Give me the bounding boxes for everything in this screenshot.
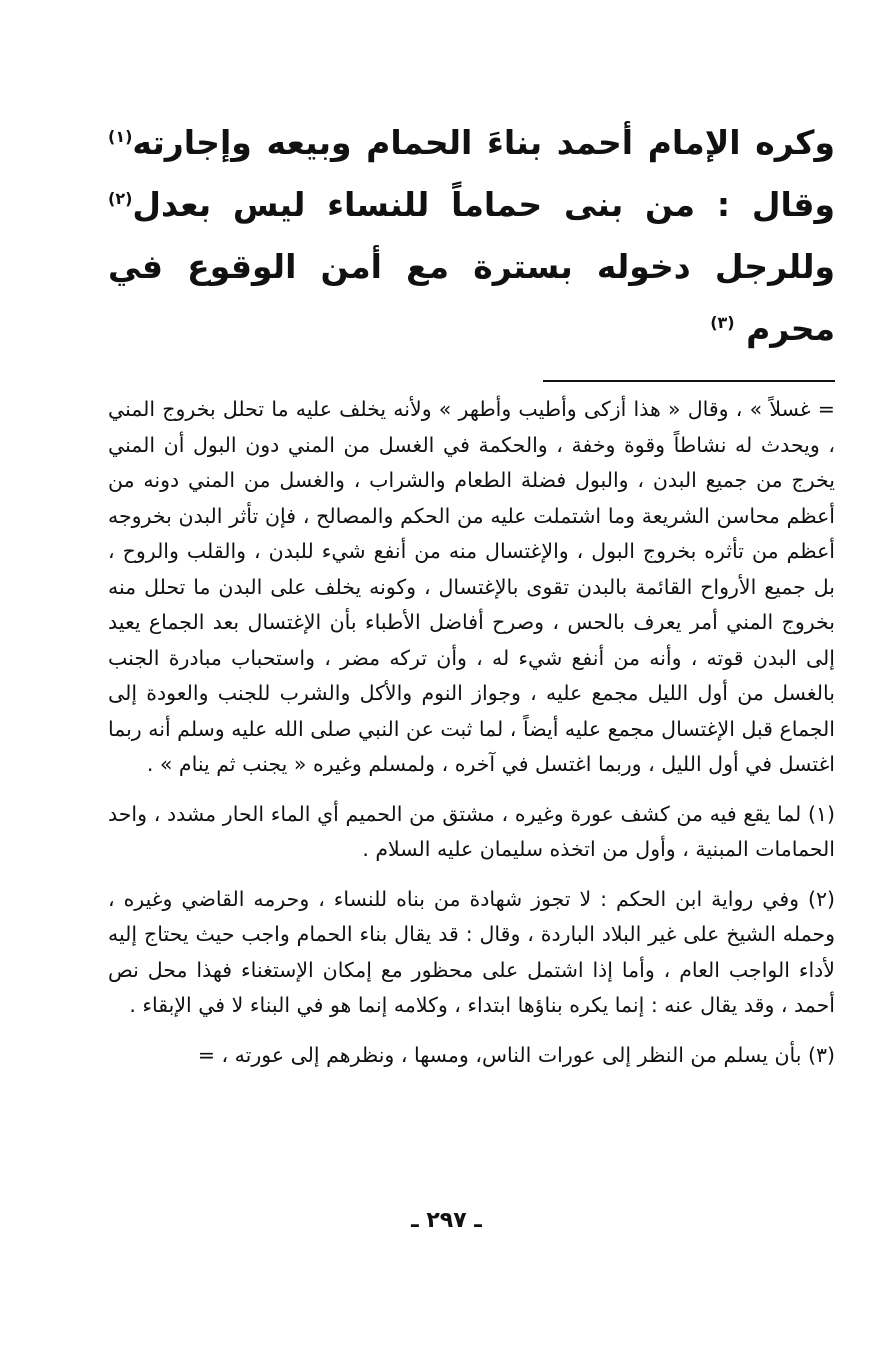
main-text-part-1: وكره الإمام أحمد بناءَ الحمام وبيعه وإجارته xyxy=(132,123,835,162)
footnote-3 xyxy=(108,1038,835,1074)
footnote-reference-2[interactable]: (٢) xyxy=(108,189,133,208)
footnote-text-2: وفي رواية ابن الحكم : لا تجوز شهادة من بناه للنساء ، وحرمه القاضي وغيره ، وحمله الشيخ على غير البلاد الباردة ، وقال : قد يقال بناء الحمام واجب حيث يحتاج إليه لأداء الواجب العام ، وأما إذا اشتمل على محظور مع إمكان الإستغناء فهذا محل نص أحمد ، وقد يقال عنه : إنما يكره بناؤها ابتداء ، وكلامه إنما هو في البناء لا في الإبقاء . xyxy=(108,886,835,1017)
footnote-marker-3: (٣) xyxy=(807,1042,835,1067)
main-text-part-2: وقال : من بنى حماماً للنساء ليس بعدل xyxy=(132,185,835,224)
main-paragraph xyxy=(108,112,835,360)
footnote-marker-2: (٢) xyxy=(807,886,835,911)
footnote-text-1: لما يقع فيه من كشف عورة وغيره ، مشتق من الحميم أي الماء الحار مشدد ، واحد الحمامات المبنية ، وأول من اتخذه سليمان عليه السلام . xyxy=(108,801,835,861)
main-text-part-3: وللرجل دخوله بسترة مع أمن الوقوع في محرم xyxy=(108,247,835,348)
footnote-marker-1: (١) xyxy=(807,801,835,826)
continued-footnote: = غسلاً » ، وقال « هذا أزكى وأطيب وأطهر » ولأنه يخلف عليه ما تحلل بخروج المني ، ويحدث له نشاطاً وقوة وخفة ، والحكمة في الغسل من المني دون البول أن المني يخرج من جميع البدن ، والبول فضلة الطعام والشراب ، والغسل من المني دونه من أعظم محاسن الشريعة وما اشتملت عليه من الحكم والمصالح ، فإن تأثر البدن بخروجه أعظم من تأثره بخروج البول ، والإغتسال منه من أنفع شيء للبدن ، والقلب والروح ، بل جميع الأرواح القائمة بالبدن تقوى بالإغتسال ، وكونه يخلف على البدن ما تحلل منه بخروج المني أمر يعرف بالحس ، وصرح أفاضل الأطباء بأن الإغتسال بعد الجماع يعيد إلى البدن قوته ، وأنه من أنفع شيء له ، وأن تركه مضر ، واستحباب مبادرة الجنب بالغسل من أول الليل مجمع عليه ، وجواز النوم والأكل والشرب للجنب والعودة إلى الجماع قبل الإغتسال مجمع عليه أيضاً ، لما ثبت عن النبي صلى الله عليه وسلم أنه ربما اغتسل في أول الليل ، وربما اغتسل في آخره ، ولمسلم وغيره « يجنب ثم ينام » . xyxy=(108,397,835,776)
footnote-reference-3[interactable]: (٣) xyxy=(710,313,735,332)
footnote-1 xyxy=(108,797,835,868)
footnote-2 xyxy=(108,882,835,1024)
footnote-separator-rule xyxy=(543,380,835,382)
page-number: ـ ٢٩٧ ـ xyxy=(411,1208,482,1233)
footnote-text-3: بأن يسلم من النظر إلى عورات الناس، ومسها ، ونظرهم إلى عورته ، = xyxy=(197,1042,808,1067)
footnotes-section xyxy=(108,392,835,1073)
footnote-reference-1[interactable]: (١) xyxy=(108,127,133,146)
